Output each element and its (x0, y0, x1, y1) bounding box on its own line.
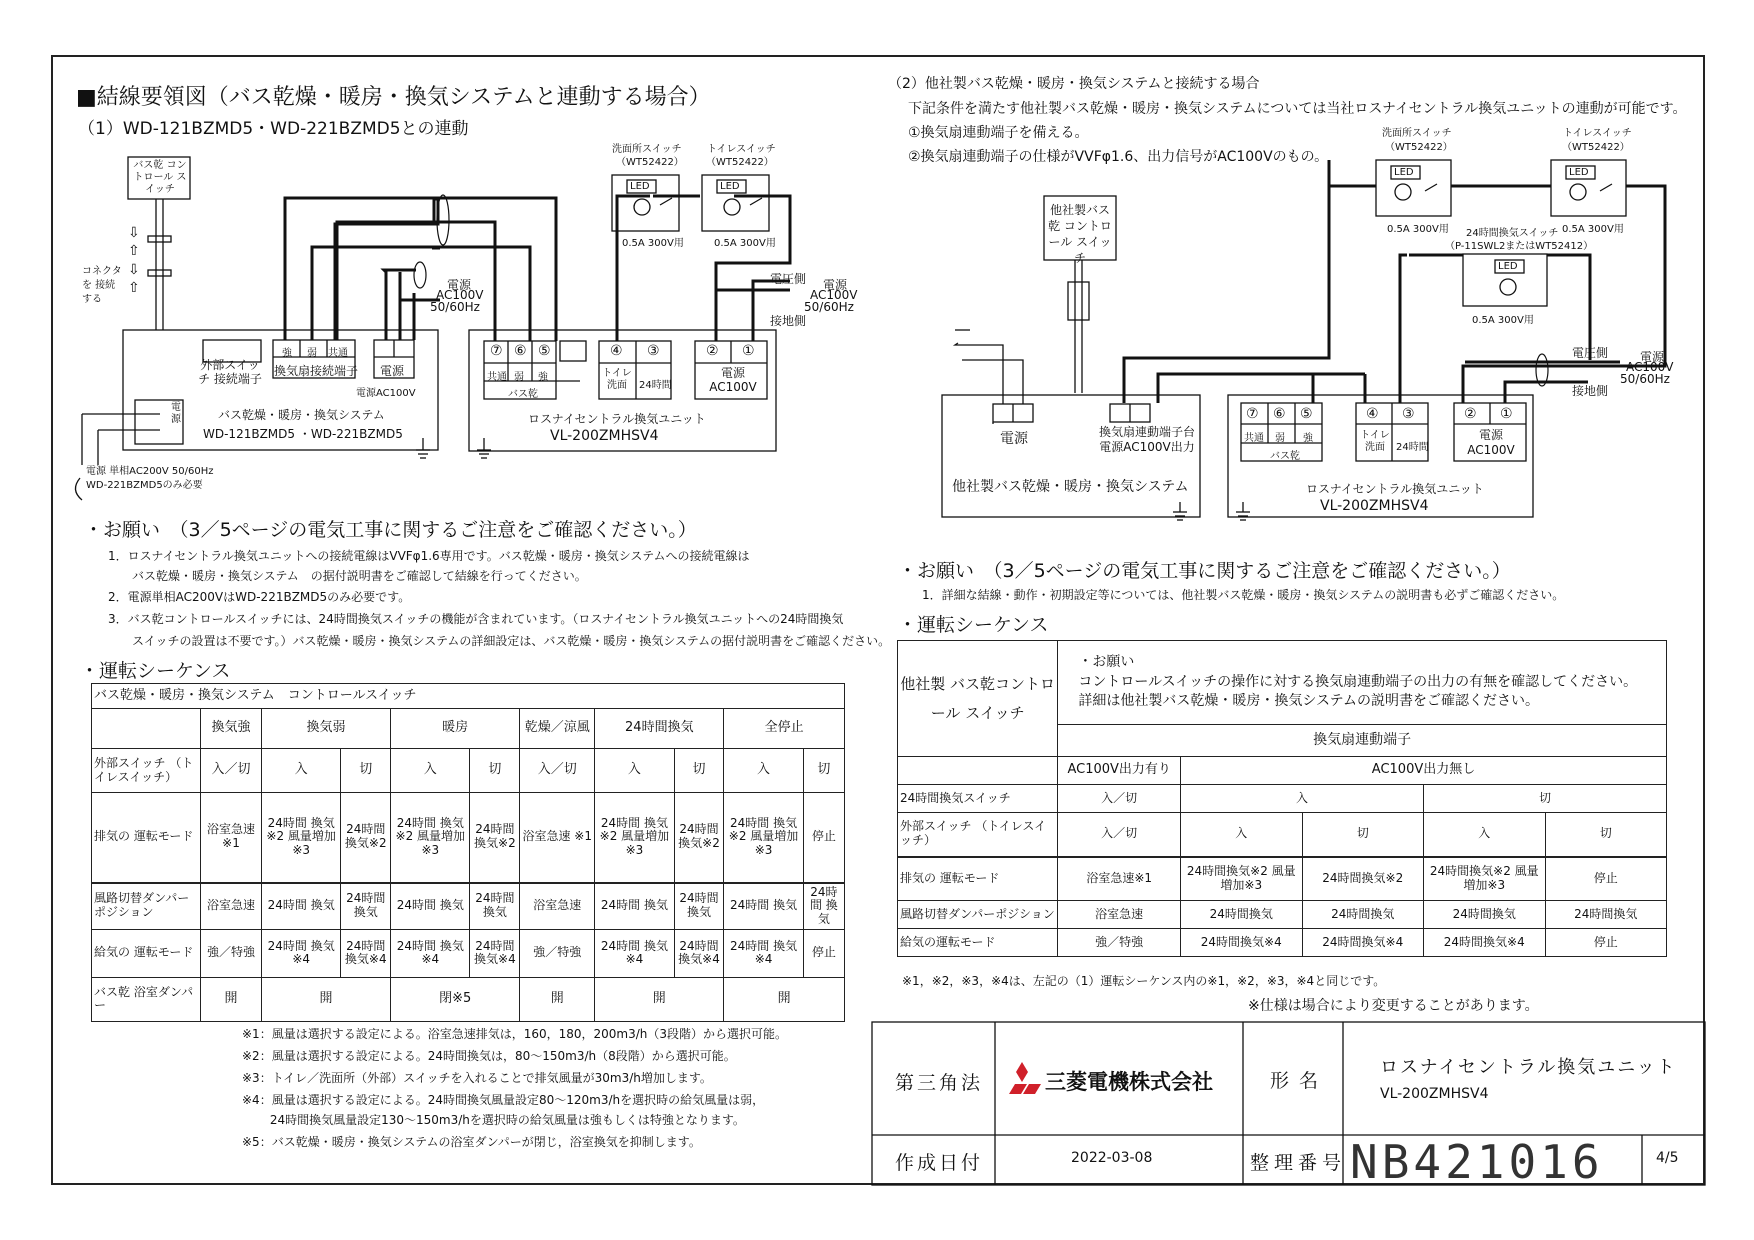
table-cell: 24時間 換気※2 風量増加 ※3 (595, 793, 674, 883)
table-cell: 24時間換気 (1181, 901, 1303, 929)
table-cell: 24時間 換気※2 風量増加 ※3 (262, 793, 341, 883)
table-cell: 開 (201, 977, 262, 1021)
unit-model: VL-200ZMHSV4 (550, 428, 659, 444)
fan-terminal-header: 換気扇連動端子 (1058, 725, 1667, 757)
output-no-header: AC100V出力無し (1181, 757, 1667, 785)
single-phase-power: 電源 単相AC200V 50/60Hz (86, 466, 214, 477)
ac100-label: AC100V (1626, 360, 1674, 374)
left-subheading: （1）WD-121BZMD5・WD-221BZMD5との連動 (78, 119, 469, 139)
washroom-switch-label: 洗面所スイッチ (612, 144, 682, 155)
left-request-title: ・お願い （3／5ページの電気工事に関するご注意をご確認ください。） (84, 519, 697, 541)
table-cell: 入 (391, 749, 470, 793)
table-cell: 浴室急速 ※1 (201, 793, 262, 883)
table-cell: 24時間 換気※2 風量増加 ※3 (724, 793, 803, 883)
bath-label: バス乾 (1270, 451, 1300, 462)
mode-header: 乾燥／涼風 (520, 709, 595, 749)
sw24-model: （P-11SWL2またはWT52412） (1445, 241, 1594, 252)
table-cell: 切 (1302, 813, 1424, 857)
table-cell: 24時間 換気※4 (595, 929, 674, 977)
footnote: ※1：風量は選択する設定による。浴室急速排気は，160，180，200m3/h（3段階）から選択可能。 (242, 1027, 788, 1041)
row-label: 排気の 運転モード (92, 793, 201, 883)
table-cell: 浴室急速 (520, 883, 595, 930)
right-request-title: ・お願い （3／5ページの電気工事に関するご注意をご確認ください。） (898, 560, 1511, 582)
page-number: 4/5 (1656, 1150, 1679, 1166)
right-line: 下記条件を満たす他社製バス乾燥・暖房・換気システムについては当社ロスナイセントラル換気ユニットの連動が可能です。 (908, 101, 1687, 117)
terminal-5: ⑤ (1300, 406, 1313, 422)
table-cell: 強／特強 (1058, 929, 1181, 957)
washroom-switch-label: 洗面所スイッチ (1382, 128, 1452, 139)
left-heading: ■結線要領図（バス乾燥・暖房・換気システムと連動する場合） (76, 85, 711, 110)
table-cell: 24時間 換気 (391, 883, 470, 930)
toilet-wash-label: トイレ 洗面 (1360, 430, 1390, 453)
table-cell: 強／特強 (201, 929, 262, 977)
projection-label: 第三角法 (895, 1072, 984, 1094)
h24-label: 24時間 (639, 380, 672, 391)
led-label: LED (630, 181, 650, 192)
table-cell: 入／切 (1058, 813, 1181, 857)
arrow-up-icon: ⇧ (128, 280, 140, 296)
footnote: ※2：風量は選択する設定による。24時間換気は，80～150m3/h（8段階）から選択可能。 (242, 1049, 736, 1063)
table-cell: 停止 (803, 929, 844, 977)
toilet-switch-label: トイレスイッチ (1563, 128, 1632, 139)
table-cell: 入／切 (1058, 785, 1181, 813)
fan-terminal-label: 換気扇接続端子 (274, 364, 359, 378)
table-cell: 切 (1424, 785, 1667, 813)
table-cell: 24時間換気※4 (1424, 929, 1546, 957)
table-cell: 24時間 換気 (674, 883, 724, 930)
table-note-line: コントロールスイッチの操作に対する換気扇連動端子の出力の有無を確認してください。 (1078, 673, 1638, 690)
other-ctrl-header: 他社製 バス乾コントロール スイッチ (898, 641, 1058, 757)
unit-name: ロスナイセントラル換気ユニット (528, 412, 706, 426)
terminal-strong: 強 (282, 348, 292, 359)
table-cell: 24時間 換気 (595, 883, 674, 930)
terminal-7: ⑦ (1246, 406, 1259, 422)
output-yes-header: AC100V出力有り (1058, 757, 1181, 785)
right-sequence-title: ・運転シーケンス (898, 614, 1049, 636)
left-request-line: スイッチの設置は不要です。）バス乾燥・暖房・換気システムの詳細設定は、バス乾燥・暖房・換気システムの据付説明書をご確認ください。 (108, 634, 891, 648)
table-cell: 入／切 (520, 749, 595, 793)
table-cell: 入 (595, 749, 674, 793)
row-label: 風路切替ダンパーポジション (898, 901, 1058, 929)
row-label: 給気の運転モード (898, 929, 1058, 957)
right-line: ①換気扇連動端子を備える。 (908, 125, 1089, 141)
mode-header: 全停止 (724, 709, 845, 749)
row-label: バス乾 浴室ダンパー (92, 977, 201, 1021)
table-cell: 閉※5 (391, 977, 520, 1021)
table-cell: 浴室急速※1 (1058, 857, 1181, 901)
unit-name: ロスナイセントラル換気ユニット (1306, 482, 1484, 496)
table-cell: 浴室急速 (1058, 901, 1181, 929)
document-number: NB421016 (1350, 1135, 1604, 1189)
table-cell: 24時間 換気※2 風量増加 ※3 (391, 793, 470, 883)
connector-label: コネクタを 接続する (82, 266, 122, 305)
row-label: 外部スイッチ （トイレスイッチ） (898, 813, 1058, 857)
footnote: ※3：トイレ／洗面所（外部）スイッチを入れることで排気風量が30m3/h増加します。 (242, 1071, 712, 1085)
table-cell: 24時間 換気 (724, 883, 803, 930)
power-label: 電源 (1640, 350, 1665, 364)
bath-system-label: バス乾燥・暖房・換気システム (218, 408, 385, 422)
arrow-down-icon: ⇩ (128, 262, 140, 278)
left-request-line: 3．バス乾コントロールスイッチには、24時間換気スイッチの機能が含まれています。（ロスナイセントラル換気ユニットへの24時間換気 (108, 612, 844, 626)
fan-link-terminal: 換気扇連動端子台 電源AC100V出力 (1098, 425, 1195, 454)
terminal-5: ⑤ (538, 343, 551, 359)
form-label: 形名 (1270, 1070, 1329, 1092)
arrow-down-icon: ⇩ (128, 225, 140, 241)
external-switch-terminal: 外部スイッチ 接続端子 (198, 358, 262, 386)
led-label: LED (1569, 167, 1589, 178)
terminal-common: 共通 (328, 348, 348, 359)
table-cell: 24時間換気※2 風量増加※3 (1181, 857, 1303, 901)
table-cell: 入 (1424, 813, 1546, 857)
table-cell: 入 (724, 749, 803, 793)
terminal-6: ⑥ (514, 343, 527, 359)
spec-note: ※仕様は場合により変更することがあります。 (1248, 998, 1539, 1014)
left-request-line: バス乾燥・暖房・換気システム の据付説明書をご確認して結線を行ってください。 (108, 569, 587, 583)
table-cell: 浴室急速 (201, 883, 262, 930)
table-cell: 開 (724, 977, 845, 1021)
date-label: 作成日付 (895, 1152, 984, 1174)
bath-models-label: WD-121BZMD5 ・WD-221BZMD5 (203, 427, 403, 441)
table-cell: 24時間換気※2 風量増加※3 (1424, 857, 1546, 901)
table-cell: 入／切 (201, 749, 262, 793)
table-cell: 切 (470, 749, 520, 793)
ground-side-label: 接地側 (1572, 384, 1609, 398)
table-cell: 24時間換気 (1424, 901, 1546, 929)
bath-power-label: 電源 (447, 278, 472, 292)
unit-power-label: 電源 (823, 278, 848, 292)
washroom-rating: 0.5A 300V用 (1387, 224, 1449, 235)
led-label: LED (1498, 261, 1518, 272)
row-label: 排気の 運転モード (898, 857, 1058, 901)
mode-header: 換気強 (201, 709, 262, 749)
table-cell: 開 (520, 977, 595, 1021)
terminal-common-label: 共通 (487, 372, 507, 383)
table-cell: 24時間換気 (1302, 901, 1424, 929)
washroom-switch-model: （WT52422） (1385, 142, 1453, 153)
bath-power-box-label: 電源 (171, 402, 181, 425)
mode-header: 暖房 (391, 709, 520, 749)
sw24-rating: 0.5A 300V用 (1472, 315, 1534, 326)
terminal-weak: 弱 (307, 348, 317, 359)
bath-label: バス乾 (508, 389, 538, 400)
terminal-3: ③ (647, 343, 660, 359)
power-ac100-label: 電源AC100V (356, 388, 416, 399)
table-cell: 24時間 換気※2 (341, 793, 391, 883)
bath-hz: 50/60Hz (430, 300, 480, 314)
bath-control-switch-label: バス乾 コントロール スイッチ (133, 160, 187, 195)
footnote: 24時間換気風量設定130～150m3/hを選択時の給気風量は強もしくは特強となります。 (242, 1113, 745, 1127)
toilet-rating: 0.5A 300V用 (1562, 224, 1624, 235)
product-model: VL-200ZMHSV4 (1380, 1086, 1489, 1102)
table-cell: 停止 (1545, 857, 1666, 901)
terminal-common-label: 共通 (1244, 433, 1264, 444)
terminal-4: ④ (1366, 406, 1379, 422)
table-note-line: 詳細は他社製バス乾燥・暖房・換気システムの説明書をご確認ください。 (1078, 693, 1539, 710)
table-cell: 24時間換気 (1545, 901, 1666, 929)
washroom-rating: 0.5A 300V用 (622, 238, 684, 249)
table-cell: 24時間 換気※4 (724, 929, 803, 977)
toilet-switch-model: （WT52422） (706, 157, 774, 168)
table-cell: 入 (262, 749, 341, 793)
company-name: 三菱電機株式会社 (1045, 1070, 1213, 1094)
unit-model: VL-200ZMHSV4 (1320, 498, 1429, 514)
row-label: 風路切替ダンパー ポジション (92, 883, 201, 930)
table-cell: 24時間換気※4 (1181, 929, 1303, 957)
table-caption: バス乾燥・暖房・換気システム コントロールスイッチ (92, 684, 845, 709)
table-cell: 停止 (1545, 929, 1666, 957)
right-line: ②換気扇連動端子の仕様がVVFφ1.6、出力信号がAC100Vのもの。 (908, 149, 1329, 165)
voltage-side-label: 電圧側 (770, 272, 807, 286)
terminal-2: ② (1464, 406, 1477, 422)
terminal-4: ④ (610, 343, 623, 359)
voltage-side-label: 電圧側 (1572, 346, 1609, 360)
table-cell: 24時間 換気 (470, 883, 520, 930)
arrow-up-icon: ⇧ (128, 243, 140, 259)
table-cell: 24時間 換気 (803, 883, 844, 930)
terminal-6: ⑥ (1273, 406, 1286, 422)
toilet-switch-label: トイレスイッチ (707, 144, 776, 155)
table-cell: 切 (674, 749, 724, 793)
table-note-title: ・お願い (1078, 654, 1135, 671)
table-cell: 24時間 換気※4 (674, 929, 724, 977)
footnote: ※5：バス乾燥・暖房・換気システムの浴室ダンパーが閉じ，浴室換気を抑制します。 (242, 1135, 701, 1149)
table-cell: 開 (262, 977, 391, 1021)
unit-ac100: AC100V (810, 288, 858, 302)
table-cell: 24時間 換気※4 (391, 929, 470, 977)
table-cell: 24時間換気※4 (1302, 929, 1424, 957)
left-request-line: 2．電源単相AC200VはWD-221BZMD5のみ必要です。 (108, 590, 411, 604)
table-cell: 切 (1545, 813, 1666, 857)
other-ctrl-switch-label: 他社製バス乾 コントロール スイッチ (1048, 203, 1112, 265)
footnote: ※4：風量は選択する設定による。24時間換気風量設定80～120m3/hを選択時の給気風量は弱， (242, 1093, 765, 1107)
washroom-switch-model: （WT52422） (616, 157, 684, 168)
terminal-weak-label: 弱 (514, 372, 524, 383)
table-cell: 24時間 換気※4 (341, 929, 391, 977)
led-label: LED (1394, 167, 1414, 178)
creation-date: 2022-03-08 (1071, 1150, 1153, 1166)
led-label: LED (720, 181, 740, 192)
table-cell: 24時間 換気※4 (262, 929, 341, 977)
table-cell: 開 (595, 977, 724, 1021)
terminal-strong-label: 強 (538, 372, 548, 383)
table-cell: 24時間 換気※4 (470, 929, 520, 977)
row-label: 24時間換気スイッチ (898, 785, 1058, 813)
table-cell: 切 (341, 749, 391, 793)
table-cell: 24時間 換気 (262, 883, 341, 930)
unit-power-terminal: 電源 AC100V (1467, 428, 1515, 457)
left-sequence-title: ・運転シーケンス (80, 660, 231, 682)
toilet-rating: 0.5A 300V用 (714, 238, 776, 249)
row-label: 外部スイッチ （トイレスイッチ） (92, 749, 201, 793)
table-cell: 停止 (803, 793, 844, 883)
other-system-label: 他社製バス乾燥・暖房・換気システム (952, 479, 1189, 495)
table-cell: 24時間 換気※2 (470, 793, 520, 883)
table-cell: 浴室急速 ※1 (520, 793, 595, 883)
only-221-note: WD-221BZMD5のみ必要 (86, 480, 203, 491)
right-heading: （2）他社製バス乾燥・暖房・換気システムと接続する場合 (888, 76, 1260, 92)
table-cell: 24時間換気※2 (1302, 857, 1424, 901)
terminal-7: ⑦ (490, 343, 503, 359)
table-cell: 入 (1181, 813, 1303, 857)
mode-header: 24時間換気 (595, 709, 724, 749)
terminal-3: ③ (1402, 406, 1415, 422)
table-cell: 強／特強 (520, 929, 595, 977)
mode-header: 換気弱 (262, 709, 391, 749)
bath-ac100: AC100V (436, 288, 484, 302)
right-footnote: ※1，※2，※3，※4は、左記の（1）運転シーケンス内の※1，※2，※3，※4と同じです。 (902, 974, 1386, 988)
row-label: 給気の 運転モード (92, 929, 201, 977)
table-cell: 切 (803, 749, 844, 793)
product-name: ロスナイセントラル換気ユニット (1380, 1057, 1677, 1078)
power-terminal-label: 電源 (380, 364, 405, 378)
table-cell: 入 (1181, 785, 1424, 813)
number-label: 整理番号 (1250, 1152, 1347, 1174)
left-request-line: 1．ロスナイセントラル換気ユニットへの接続電線はVVFφ1.6専用です。バス乾燥・暖房・換気システムへの接続電線は (108, 549, 750, 563)
toilet-switch-model: （WT52422） (1562, 142, 1630, 153)
hz-label: 50/60Hz (1620, 372, 1670, 386)
mitsubishi-logo-icon (1009, 1062, 1041, 1094)
terminal-weak-label: 弱 (1275, 433, 1285, 444)
table-cell: 24時間 換気 (341, 883, 391, 930)
terminal-1: ① (742, 343, 755, 359)
right-request-line: 1．詳細な結線・動作・初期設定等については、他社製バス乾燥・暖房・換気システムの説明書も必ずご確認ください。 (922, 588, 1565, 602)
terminal-strong-label: 強 (1303, 433, 1313, 444)
toilet-wash-label: トイレ 洗面 (602, 368, 632, 391)
ground-side-label: 接地側 (770, 314, 807, 328)
terminal-1: ① (1500, 406, 1513, 422)
h24-label: 24時間 (1396, 442, 1429, 453)
unit-power-terminal: 電源 AC100V (709, 366, 757, 394)
table-cell: 24時間 換気※2 (674, 793, 724, 883)
unit-hz: 50/60Hz (804, 300, 854, 314)
sw24-label: 24時間換気スイッチ (1466, 228, 1559, 239)
power-terminal-label: 電源 (1000, 431, 1028, 447)
terminal-2: ② (706, 343, 719, 359)
